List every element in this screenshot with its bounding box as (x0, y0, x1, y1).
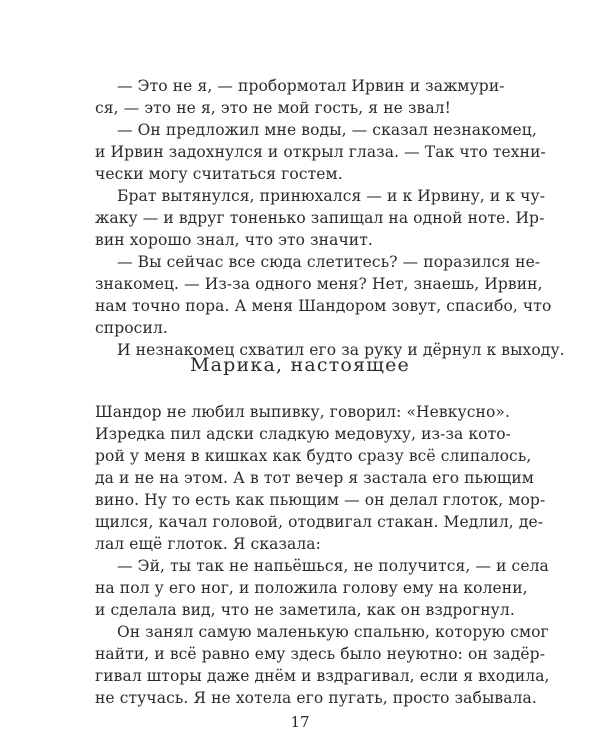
page-number: 17 (290, 713, 310, 731)
section-heading: Марика, настоящее (189, 354, 410, 376)
book-page: — Это не я, — пробормотал Ирвин и зажмури- ся, — это не я, это не мой гость, я не звал! — Он предложил мне воды, — сказал незнакомец, и Ирвин задохнулся и открыл глаза. — Так что техни- чески могу считаться гостем. Брат вытянулся, принюхался — и к Ирвину, и к чу- жаку — и вдруг тоненько запищал на одной ноте. Ир- вин хорошо знал, что это значит. — Вы сейчас все сюда слетитесь? — поразился не- знакомец. — Из-за одного меня? Нет, знаешь, Ирвин, нам точно пора. А меня Шандором зовут, спасибо, что спросил. И незнакомец схватил его за руку и дёрнул к выходу. Марика, настоящее Шандор не любил выпивку, говорил: «Невкусно». Изредка пил адски сладкую медовуху, из-за кото- рой у меня в кишках как будто сразу всё слипалось, да и не на этом. А в тот вечер я застала его пьющим вино. Ну то есть как пьющим — он делал глоток, мор- щился, качал головой, отодвигал стакан. Медлил, де- лал ещё глоток. Я сказала: — Эй, ты так не напьёшься, не получится, — и села на пол у его ног, и положила голову ему на колени, и сделала вид, что не заметила, как он вздрогнул. Он занял самую маленькую спальню, которую смог найти, и всё равно ему здесь было неуютно: он задёр- гивал шторы даже днём и вздрагивал, если я входила, не стучась. Я не хотела его пугать, просто забывала. 17 (0, 0, 600, 750)
